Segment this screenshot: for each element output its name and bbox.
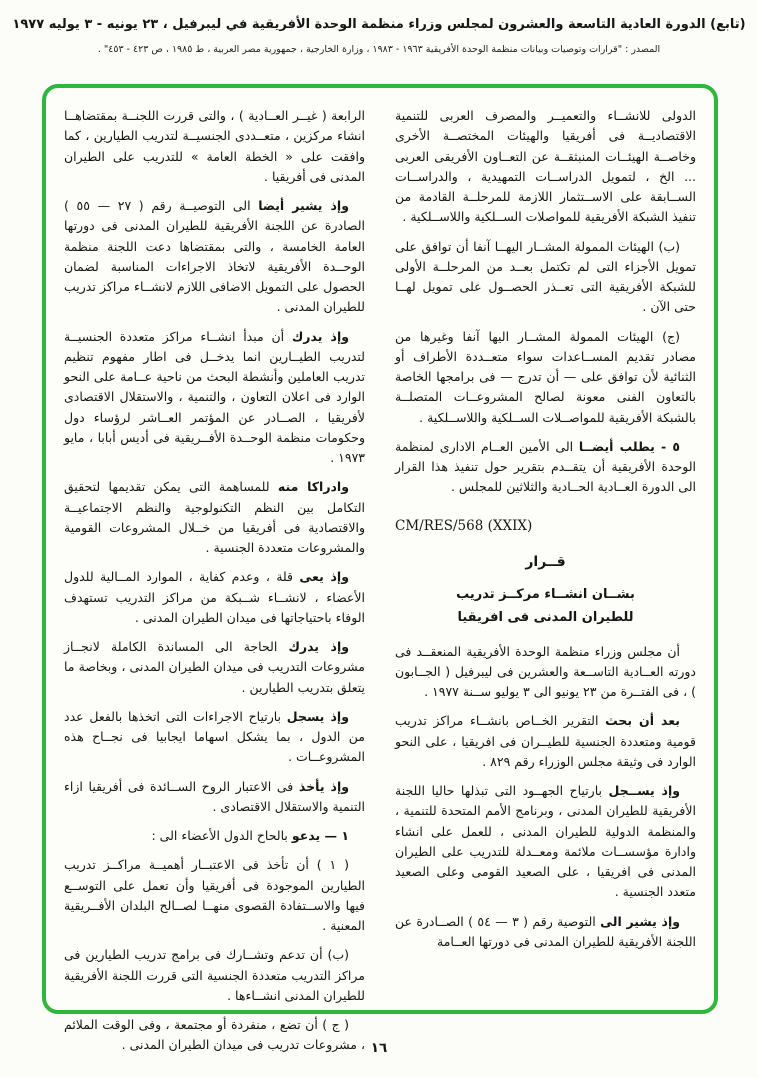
document-reference: CM/RES/568 (XXIX) xyxy=(395,517,533,534)
paragraph xyxy=(395,237,696,318)
paragraph-lead: وإذ يسجل xyxy=(286,708,349,724)
paragraph-lead: وإذ يدرك xyxy=(291,328,349,344)
column-right xyxy=(395,106,696,996)
paragraph-text: بارتياح الاجراءات التى اتخذها بالفعل عدد من الدول ، بما يشكل اسهاما ايجابيا فى نجــاح هذه المشروعــات . xyxy=(64,708,365,765)
paragraph xyxy=(64,945,365,1006)
paragraph-lead: ٥ - يطلب أيضــا xyxy=(578,438,680,454)
resolution-title: قــرار xyxy=(525,554,566,571)
page-header-title: (تابع) الدورة العادية التاسعة والعشرون لمجلس وزراء منظمة الوحدة الأفريقية في ليبرفيل ، ٢٣ يونيه - ٣ يوليه ١٩٧٧ xyxy=(12,17,746,32)
paragraph-lead: وإذ يشير الى xyxy=(600,913,680,929)
paragraph-lead: بعد أن بحث xyxy=(605,713,680,729)
paragraph-text: بالحاح الدول الأعضاء الى : xyxy=(151,828,292,843)
paragraph-lead: وإذ يدرك xyxy=(288,639,349,654)
page-number: ١٦ xyxy=(370,1040,388,1056)
paragraph-text: ( ١ ) أن تأخذ فى الاعتبــار أهميــة مراكــز تدريب الطيارين الموجودة فى أفريقيا وأن تعمل على التوســع فيها والاســتفادة القصوى منهــا لصــالح البلدان الأفــريقية المعنية . xyxy=(64,857,365,933)
paragraph-text: بارتياح الجهــود التى تبذلها حاليا اللجنة الأفريقية للطيران المدنى ، وبرنامج الأمم المتحدة للتنمية ، والمنظمة الدولية للطيران المدنى ، للعمل على انشاء وادارة مؤسســات ملائمة ومعــدلة للتدريب على الطيران المدنى فى افريقيا ، على الصعيد القومى وعلى الصعيد متعدد الجنسية . xyxy=(395,783,696,900)
paragraph xyxy=(395,781,696,903)
paragraph xyxy=(64,196,365,318)
paragraph-text: الحاجة الى المساندة الكاملة لانجــاز مشروعات التدريب فى ميدان الطيران المدنى ، وبخاصة ما يتعلق بتدريب الطيارين . xyxy=(64,639,365,695)
paragraph-text: قلة ، وعدم كفاية ، الموارد المــالية للدول الأعضاء ، لانشــاء شــبكة من مراكز التدريب تستهدف الوفاء باحتياجاتها فى ميدان الطيران المدنى . xyxy=(64,569,365,625)
paragraph xyxy=(64,855,365,936)
paragraph-text: الى التوصيــة رقم ( ٢٧ — ٥٥ ) الصادرة عن اللجنة الأفريقية للطيران المدنى فى دورتها العامة الخامسة ، والتى بمقتضاها دعت اللجنة منظمة الوحــدة الأفريقية لاتخاذ الاجراءات المناسبة لضمان الحصول على التمويل الاضافى اللازم لانشــاء مراكز تدريب للطيران المدنى . xyxy=(64,198,365,315)
paragraph-text: الى الأمين العــام الادارى لمنظمة الوحدة الأفريقية أن يتقــدم بتقرير حول تنفيذ هذا القرار الى الدورة العــادية الحــادية والثلاثين للمجلس . xyxy=(395,438,696,495)
paragraph xyxy=(64,477,365,558)
paragraph xyxy=(64,707,365,768)
page-header-source-note: المصدر : "قرارات وتوصيات وبيانات منظمة الوحدة الأفريقية ١٩٦٣ - ١٩٨٣ ، وزارة الخارجية ، جمهورية مصر العربية ، ط ١٩٨٥ ، ص ٤٢٣ - ٤٥٣" . xyxy=(97,44,661,55)
paragraph-text: التوصية رقم ( ٣ — ٥٤ ) الصــادرة عن اللجنة الأفريقية للطيران المدنى فى دورتها العــامة xyxy=(395,913,696,949)
paragraph-text: فى الاعتبار الروح الســائدة فى أفريقيا ازاء التنمية والاستقلال الاقتصادى . xyxy=(64,778,365,814)
paragraph-text: للمساهمة التى يمكن تقديمها لتحقيق التكامل بين النظم التكنولوجية والنظم الاجتماعيــة والاقتصادية فى أفريقيا من خــلال المشروعات القومية والمشروعات متعددة الجنسية . xyxy=(64,479,365,555)
resolution-subtitle-line2: للطيران المدنى فى افريقيا xyxy=(457,609,634,625)
paragraph-text: (ب) الهيئات الممولة المشــار اليهــا آنفا أن توافق على تمويل الأجزاء التى لم تكتمل بعــد من المرحلــة الأولى للشبكة الأفريقية التى تعــذر الحصــول على تمويل لهــا حتى الآن . xyxy=(395,238,696,315)
column-left xyxy=(64,106,365,1053)
paragraph xyxy=(64,826,365,846)
resolution-subtitle xyxy=(395,584,696,630)
paragraph xyxy=(395,642,696,703)
paragraph-text: أن مجلس وزراء منظمة الوحدة الأفريقية المنعقــد فى دورته العــادية التاســعة والعشرين فى ليبرفيل ( الجــابون ) ، فى الفتــرة من ٢٣ يونيو الى ٣ يوليو ســنة ١٩٧٧ . xyxy=(395,643,696,700)
paragraph xyxy=(64,637,365,698)
paragraph-text: (ب) أن تدعم وتشــارك فى برامج تدريب الطيارين فى مراكز التدريب متعددة الجنسية التى قررت اللجنة الأفريقية للطيران المدنى انشــاءها . xyxy=(64,947,365,1003)
paragraph-lead: ١ — يدعو xyxy=(291,828,349,843)
paragraph-text: أن مبدأ انشــاء مراكز متعددة الجنسيــة لتدريب الطيــارين انما يدخــل فى اطار مفهوم تنظيم تدريب العاملين وأنشطة البحث من ناحية عــامة على النحو الوارد فى اعلان التعاون ، والتنمية ، والاستقلال الاقتصادى لأفريقيا ، الصــادر عن المؤتمر العــاشر لرؤساء دول وحكومات منظمة الوحــدة الأفــريقية فى أديس أبابا ، مايو ١٩٧٣ . xyxy=(64,328,365,465)
paragraph xyxy=(395,437,696,498)
paragraph xyxy=(64,567,365,628)
paragraph xyxy=(64,106,365,187)
paragraph xyxy=(395,912,696,953)
paragraph xyxy=(395,327,696,428)
paragraph-lead: وإذ يســجل xyxy=(608,783,680,799)
paragraph xyxy=(64,327,365,469)
paragraph-text: الدولى للانشــاء والتعميــر والمصرف العربى للتنمية الاقتصاديــة فى أفريقيا والهيئات المختصــة الأخرى وخاصــة الهيئــات المنبثقــة عن التعــاون الأفريقى العربى ... الخ ، لتمويل الدراســات التمهيدية ، والدراســات الســابقة على الاســتثمار اللازمة للمرحلــة القادمة من تنفيذ الشبكة الأفريقية للمواصلات الســلكية واللاســلكية . xyxy=(395,108,696,225)
paragraph-text: التقرير الخــاص بانشــاء مراكز تدريب قومية ومتعددة الجنسية للطيــران فى افريقيا ، على النحو الوارد فى وثيقة مجلس الوزراء رقم ٨٢٩ . xyxy=(395,713,696,769)
paragraph-lead: وإذ يشير أيضا xyxy=(258,198,349,213)
paragraph-text: ( ج ) أن تضع ، منفردة أو مجتمعة ، وفى الوقت الملائم ، مشروعات تدريب فى ميدان الطيران المدنى . xyxy=(64,1017,365,1053)
paragraph-lead: وإذ يأخذ xyxy=(298,778,350,794)
paragraph-lead: وادراكا منه xyxy=(277,479,349,495)
paragraph-lead: وإذ يعى xyxy=(299,569,349,585)
paragraph xyxy=(395,711,696,772)
paragraph-text: الرابعة ( غيــر العــادية ) ، والتى قررت اللجنــة بمقتضاهــا انشاء مركزين ، متعــددى الجنسيــة لتدريب الطيارين ، كما وافقت على « الخطة العامة » للتدريب على الطيران المدنى فى أفريقيا . xyxy=(64,108,365,184)
paragraph xyxy=(395,106,696,228)
paragraph-text: (ج) الهيئات الممولة المشــار اليها آنفا وغيرها من مصادر تقديم المســاعدات سواء متعــددة الأطراف أو الثنائية لأن توافق على — أن تدرج — فى برامجها الخاصة بالتعاون الفنى معونة لصالح المشروعــات المتصلــة بالشبكة الأفريقية للمواصــلات الســلكية واللاســلكية . xyxy=(395,328,696,425)
paragraph xyxy=(64,777,365,818)
resolution-subtitle-line1: بشــان انشــاء مركــز تدريب xyxy=(456,587,635,603)
